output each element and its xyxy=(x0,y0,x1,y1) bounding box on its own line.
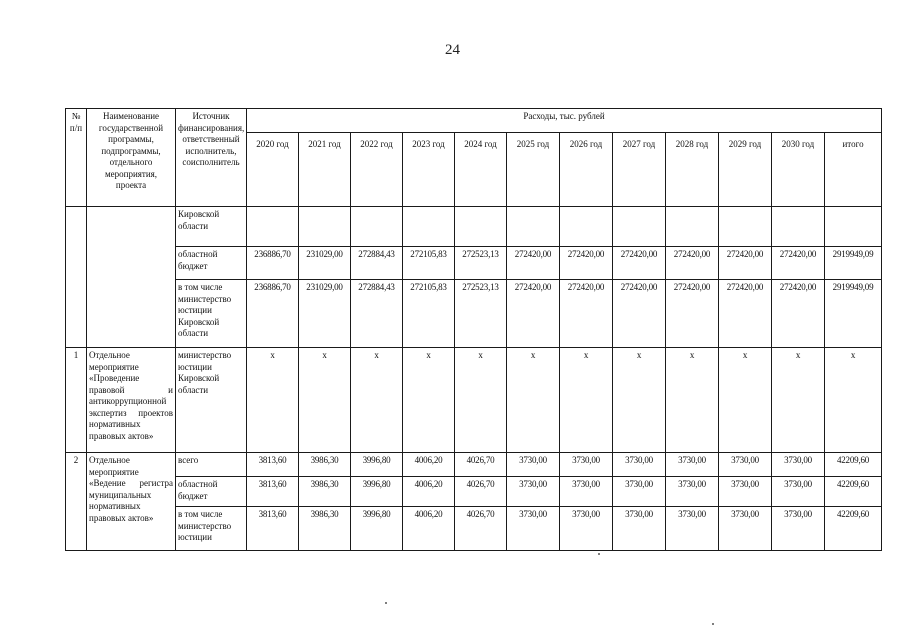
year-amount-cell: x xyxy=(299,348,351,453)
year-amount-cell: 272420,00 xyxy=(666,247,719,280)
year-amount-cell: 3730,00 xyxy=(560,453,613,477)
header-year-2030: 2030 год xyxy=(772,133,825,207)
header-total: итого xyxy=(825,133,882,207)
year-amount-cell xyxy=(455,207,507,247)
table-row xyxy=(66,348,882,453)
year-amount-cell xyxy=(666,207,719,247)
header-year-2020: 2020 год xyxy=(247,133,299,207)
year-amount-cell: 4026,70 xyxy=(455,477,507,507)
year-amount-cell: 272420,00 xyxy=(666,280,719,348)
table-body xyxy=(66,207,882,551)
table-row xyxy=(66,247,882,280)
header-year-2023: 2023 год xyxy=(403,133,455,207)
funding-source-cell: Кировской области xyxy=(176,207,247,247)
year-amount-cell: 3730,00 xyxy=(613,507,666,551)
header-year-2026: 2026 год xyxy=(560,133,613,207)
funding-source-cell: всего xyxy=(176,453,247,477)
year-amount-cell: 3730,00 xyxy=(772,507,825,551)
header-name: Наименование государственной программы, подпрограммы, отдельного мероприятия, проекта xyxy=(87,109,176,207)
year-amount-cell: 272420,00 xyxy=(560,247,613,280)
total-amount-cell: 2919949,09 xyxy=(825,280,882,348)
measure-name-cell xyxy=(87,207,176,348)
year-amount-cell: 272420,00 xyxy=(772,280,825,348)
table-row xyxy=(66,453,882,477)
year-amount-cell: 3730,00 xyxy=(560,507,613,551)
scan-speck xyxy=(598,553,600,555)
year-amount-cell: 3730,00 xyxy=(719,453,772,477)
year-amount-cell xyxy=(719,207,772,247)
total-amount-cell: 42209,60 xyxy=(825,453,882,477)
year-amount-cell xyxy=(299,207,351,247)
year-amount-cell xyxy=(351,207,403,247)
year-amount-cell: 3996,80 xyxy=(351,477,403,507)
table-row xyxy=(66,507,882,551)
header-year-2027: 2027 год xyxy=(613,133,666,207)
year-amount-cell: 231029,00 xyxy=(299,247,351,280)
row-number-cell: 2 xyxy=(66,453,87,551)
year-amount-cell: 272105,83 xyxy=(403,280,455,348)
year-amount-cell: 3996,80 xyxy=(351,507,403,551)
year-amount-cell xyxy=(772,207,825,247)
year-amount-cell: 272523,13 xyxy=(455,280,507,348)
scan-speck xyxy=(712,623,714,625)
year-amount-cell: 3730,00 xyxy=(666,453,719,477)
year-amount-cell: x xyxy=(247,348,299,453)
year-amount-cell: 3730,00 xyxy=(666,507,719,551)
table-row xyxy=(66,477,882,507)
year-amount-cell: x xyxy=(351,348,403,453)
row-number-cell xyxy=(66,207,87,348)
year-amount-cell xyxy=(403,207,455,247)
year-amount-cell: 3813,60 xyxy=(247,477,299,507)
year-amount-cell: x xyxy=(403,348,455,453)
year-amount-cell: 3730,00 xyxy=(772,477,825,507)
year-amount-cell xyxy=(507,207,560,247)
year-amount-cell: 272523,13 xyxy=(455,247,507,280)
total-amount-cell: 2919949,09 xyxy=(825,247,882,280)
year-amount-cell: 272420,00 xyxy=(613,247,666,280)
funding-source-cell: в том числе министерство юстиции Кировской области xyxy=(176,280,247,348)
year-amount-cell: 3730,00 xyxy=(507,453,560,477)
year-amount-cell: x xyxy=(560,348,613,453)
header-year-2025: 2025 год xyxy=(507,133,560,207)
header-year-2022: 2022 год xyxy=(351,133,403,207)
header-number: № п/п xyxy=(66,109,87,207)
total-amount-cell xyxy=(825,207,882,247)
year-amount-cell: 3986,30 xyxy=(299,477,351,507)
year-amount-cell xyxy=(560,207,613,247)
year-amount-cell: 236886,70 xyxy=(247,247,299,280)
year-amount-cell: 4006,20 xyxy=(403,507,455,551)
year-amount-cell: 3730,00 xyxy=(772,453,825,477)
header-year-2029: 2029 год xyxy=(719,133,772,207)
scan-speck xyxy=(385,602,387,604)
year-amount-cell: x xyxy=(507,348,560,453)
year-amount-cell: 272420,00 xyxy=(719,280,772,348)
year-amount-cell: 272884,43 xyxy=(351,280,403,348)
year-amount-cell: 3813,60 xyxy=(247,507,299,551)
funding-source-cell: областной бюджет xyxy=(176,247,247,280)
year-amount-cell: 236886,70 xyxy=(247,280,299,348)
total-amount-cell: 42209,60 xyxy=(825,477,882,507)
funding-source-cell: министерство юстиции Кировской области xyxy=(176,348,247,453)
year-amount-cell: 272884,43 xyxy=(351,247,403,280)
year-amount-cell: 3730,00 xyxy=(666,477,719,507)
year-amount-cell: 3730,00 xyxy=(560,477,613,507)
year-amount-cell xyxy=(247,207,299,247)
table-header xyxy=(66,109,882,207)
year-amount-cell: x xyxy=(613,348,666,453)
funding-source-cell: в том числе министерство юстиции xyxy=(176,507,247,551)
total-amount-cell: x xyxy=(825,348,882,453)
year-amount-cell: 3730,00 xyxy=(719,507,772,551)
year-amount-cell: 272420,00 xyxy=(613,280,666,348)
year-amount-cell: 4026,70 xyxy=(455,507,507,551)
year-amount-cell: 3730,00 xyxy=(507,507,560,551)
page-number: 24 xyxy=(445,42,460,58)
table-row xyxy=(66,207,882,247)
year-amount-cell: x xyxy=(666,348,719,453)
table-row xyxy=(66,280,882,348)
year-amount-cell: 272420,00 xyxy=(772,247,825,280)
year-amount-cell: 3813,60 xyxy=(247,453,299,477)
year-amount-cell: 3730,00 xyxy=(507,477,560,507)
year-amount-cell: 272420,00 xyxy=(560,280,613,348)
year-amount-cell: 272105,83 xyxy=(403,247,455,280)
year-amount-cell: 231029,00 xyxy=(299,280,351,348)
year-amount-cell: 272420,00 xyxy=(507,280,560,348)
year-amount-cell: 272420,00 xyxy=(507,247,560,280)
header-expenses: Расходы, тыс. рублей xyxy=(247,109,882,133)
year-amount-cell: 4006,20 xyxy=(403,477,455,507)
measure-name-cell: Отдельное мероприятие «Проведение правовой и антикоррупционной экспертиз проектов нормативных правовых актов» xyxy=(87,348,176,453)
header-year-2028: 2028 год xyxy=(666,133,719,207)
funding-source-cell: областной бюджет xyxy=(176,477,247,507)
year-amount-cell: 272420,00 xyxy=(719,247,772,280)
year-amount-cell: 3996,80 xyxy=(351,453,403,477)
year-amount-cell: x xyxy=(455,348,507,453)
budget-table xyxy=(65,108,882,551)
year-amount-cell: 3986,30 xyxy=(299,507,351,551)
measure-name-cell: Отдельное мероприятие «Ведение регистра муниципальных нормативных правовых актов» xyxy=(87,453,176,551)
year-amount-cell: 3730,00 xyxy=(719,477,772,507)
header-year-2024: 2024 год xyxy=(455,133,507,207)
row-number-cell: 1 xyxy=(66,348,87,453)
year-amount-cell: 4006,20 xyxy=(403,453,455,477)
year-amount-cell: x xyxy=(719,348,772,453)
year-amount-cell: 3730,00 xyxy=(613,477,666,507)
total-amount-cell: 42209,60 xyxy=(825,507,882,551)
year-amount-cell: 3730,00 xyxy=(613,453,666,477)
year-amount-cell: x xyxy=(772,348,825,453)
header-year-2021: 2021 год xyxy=(299,133,351,207)
year-amount-cell xyxy=(613,207,666,247)
year-amount-cell: 3986,30 xyxy=(299,453,351,477)
year-amount-cell: 4026,70 xyxy=(455,453,507,477)
header-source: Источник финансирования, ответственный исполнитель, соисполнитель xyxy=(176,109,247,207)
